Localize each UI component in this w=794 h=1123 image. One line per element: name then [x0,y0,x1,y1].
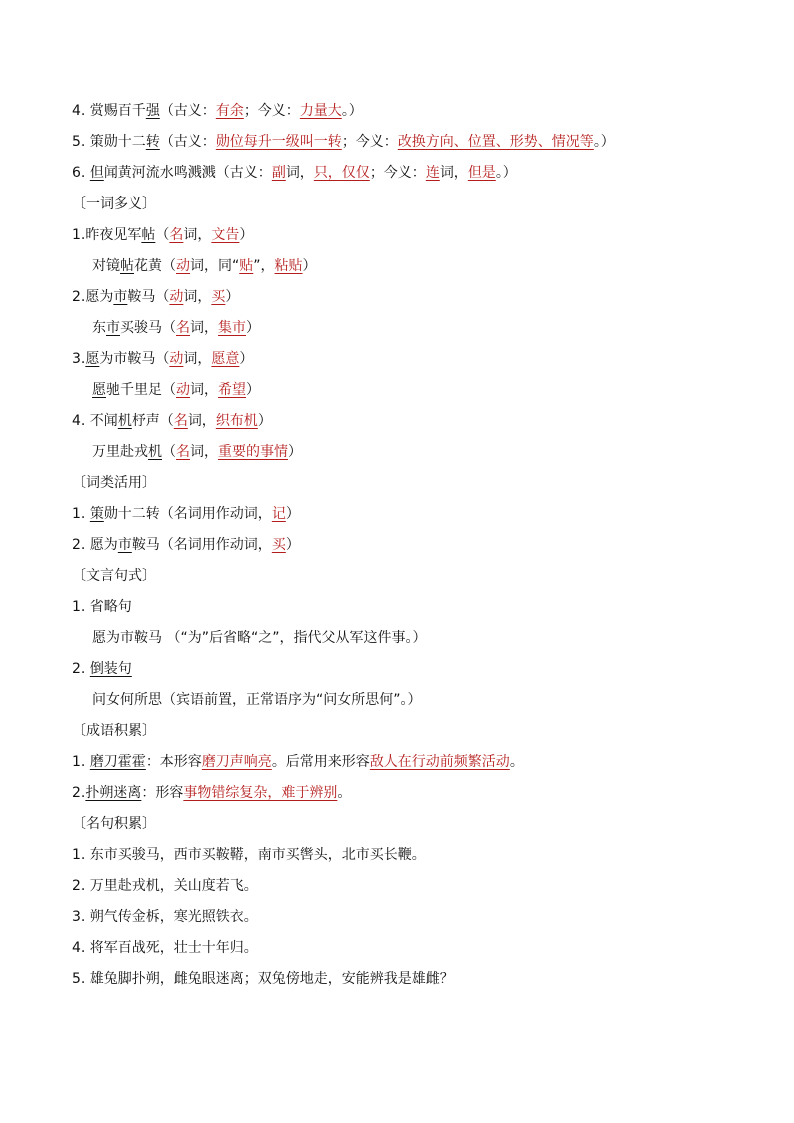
answer-text: 磨刀声响亮 [201,754,272,770]
text-segment: 驰千里足（ [106,382,176,398]
text-segment: 〔成语积累〕 [72,723,156,739]
text-line [72,96,732,127]
text-segment: 4. 不闻 [72,413,118,429]
text-line [72,220,732,251]
text-line [72,313,732,344]
text-segment: （古义： [159,103,216,119]
text-segment: ；今义： [341,134,398,150]
text-segment: ） [239,227,254,243]
keyword-text: 帖 [141,227,156,243]
text-segment: 3. 朔气传金柝，寒光照铁衣。 [72,909,258,925]
answer-text: 动 [169,351,184,367]
answer-text: 粘贴 [274,258,303,274]
text-segment: 1. [72,506,90,522]
text-segment: 问女何所思（宾语前置，正常语序为“问女所思何”。） [92,692,422,708]
answer-text: 记 [271,506,286,522]
keyword-text: 倒装句 [89,661,132,677]
text-segment: ”， [253,258,275,274]
text-segment: 〔名句积累〕 [72,816,156,832]
text-line [72,654,732,685]
text-line [72,685,732,716]
text-segment: 词， [183,227,212,243]
text-segment: （ [155,227,170,243]
text-segment: 东 [92,320,106,336]
text-segment: ） [302,258,317,274]
text-segment: 词， [183,289,212,305]
text-segment: 闻黄河流水鸣溅溅（古义： [103,165,272,181]
text-segment: 1. [72,754,90,770]
answer-text: 事物错综复杂，难于辨别 [183,785,338,801]
keyword-text: 机 [117,413,132,429]
text-line [72,933,732,964]
answer-text: 有余 [215,103,244,119]
text-segment: 勋十二转（名词用作动词， [103,506,272,522]
text-segment: 4. 赏赐百千 [72,103,146,119]
text-segment: 〔词类活用〕 [72,475,156,491]
answer-text: 集市 [218,320,246,336]
keyword-text: 市 [117,537,132,553]
answer-text: 贴 [239,258,254,274]
answer-text: 文告 [211,227,240,243]
text-segment: 鞍马（名词用作动词， [131,537,272,553]
text-segment: 6. [72,165,90,181]
answer-text: 买 [271,537,286,553]
text-segment: 2. 愿为 [72,537,118,553]
answer-text: 织布机 [215,413,258,429]
answer-text: 动 [176,382,190,398]
text-line [72,344,732,375]
text-segment: 3. [72,351,86,367]
text-segment: 5. 策勋十二 [72,134,146,150]
text-segment: 1.昨夜见军 [72,227,142,243]
text-line [72,437,732,468]
text-line [72,592,732,623]
text-line [72,561,732,592]
text-segment: ） [246,320,260,336]
text-segment: 〔文言句式〕 [72,568,156,584]
text-segment: 词， [439,165,468,181]
text-segment: 。后常用来形容 [271,754,370,770]
answer-text: 动 [176,258,190,274]
text-segment: ：形容 [141,785,184,801]
text-segment: 词， [190,320,218,336]
text-segment: 1. 省略句 [72,599,132,615]
text-segment: 。） [593,134,615,150]
answer-text: 连 [425,165,440,181]
keyword-text: 愿 [92,382,106,398]
text-segment: 4. 将军百战死，壮士十年归。 [72,940,258,956]
text-line [72,251,732,282]
text-segment: ） [257,413,272,429]
answer-text: 敌人在行动前频繁活动 [369,754,510,770]
text-segment: ） [285,537,300,553]
keyword-text: 强 [145,103,160,119]
answer-text: 买 [211,289,226,305]
answer-text: 愿意 [211,351,240,367]
answer-text: 力量大 [299,103,342,119]
text-line [72,406,732,437]
text-segment: ） [239,351,254,367]
answer-text: 名 [176,444,190,460]
text-line [72,623,732,654]
text-segment: 2. [72,785,86,801]
answer-text: 只，仅仅 [313,165,370,181]
text-line [72,189,732,220]
text-segment: 。） [341,103,363,119]
text-segment: 5. 雄兔脚扑朔，雌兔眼迷离；双兔傍地走，安能辨我是雄雌？ [72,971,454,987]
text-segment: ） [288,444,302,460]
answer-text: 名 [176,320,190,336]
text-segment: ：本形容 [145,754,202,770]
text-line [72,530,732,561]
text-segment: ） [225,289,240,305]
text-segment: 。） [495,165,517,181]
keyword-text: 策 [89,506,104,522]
text-segment: 杼声（ [131,413,174,429]
text-segment: 为市鞍马（ [99,351,170,367]
text-segment: 〔一词多义〕 [72,196,156,212]
text-line [72,499,732,530]
text-line [72,809,732,840]
text-line [72,468,732,499]
text-segment: （古义： [159,134,216,150]
text-line [72,375,732,406]
answer-text: 勋位每升一级叫一转 [215,134,342,150]
text-line [72,716,732,747]
answer-text: 动 [169,289,184,305]
text-segment: 万里赴戎 [92,444,148,460]
text-segment: 词， [183,351,212,367]
answer-text: 但是 [467,165,496,181]
keyword-text: 扑朔迷离 [85,785,142,801]
text-segment: ） [285,506,300,522]
text-segment: 词， [190,382,218,398]
text-line [72,282,732,313]
answer-text: 名 [169,227,184,243]
text-line [72,964,732,995]
text-segment: ；今义： [369,165,426,181]
keyword-text: 愿 [85,351,100,367]
keyword-text: 磨刀霍霍 [89,754,146,770]
keyword-text: 机 [148,444,162,460]
keyword-text: 市 [113,289,128,305]
text-segment: 2. 万里赴戎机，关山度若飞。 [72,878,258,894]
text-line [72,747,732,778]
text-segment: 词，同“ [190,258,240,274]
text-line [72,127,732,158]
text-line [72,778,732,809]
answer-text: 副 [271,165,286,181]
keyword-text: 市 [106,320,120,336]
text-line [72,840,732,871]
text-segment: 词， [190,444,218,460]
text-segment: 1. 东市买骏马，西市买鞍鞯，南市买辔头，北市买长鞭。 [72,847,426,863]
text-segment: 2.愿为 [72,289,114,305]
answer-text: 重要的事情 [218,444,288,460]
document-page [72,96,732,995]
text-segment: 对镜 [92,258,120,274]
text-segment: 词， [187,413,216,429]
text-segment: 2. [72,661,90,677]
text-segment: 。 [337,785,352,801]
text-segment: ） [246,382,260,398]
text-segment: ；今义： [243,103,300,119]
text-segment: 鞍马（ [127,289,170,305]
keyword-text: 帖 [120,258,134,274]
text-line [72,902,732,933]
text-line [72,158,732,189]
text-segment: 买骏马（ [120,320,176,336]
answer-text: 改换方向、位置、形势、情况等 [397,134,594,150]
text-line [72,871,732,902]
answer-text: 名 [173,413,188,429]
text-segment: （ [162,444,176,460]
text-segment: 词， [285,165,314,181]
keyword-text: 转 [145,134,160,150]
text-segment: 花黄（ [134,258,176,274]
text-segment: 。 [509,754,524,770]
answer-text: 希望 [218,382,246,398]
text-segment: 愿为市鞍马 （“为”后省略“之”，指代父从军这件事。） [92,630,427,646]
keyword-text: 但 [89,165,104,181]
